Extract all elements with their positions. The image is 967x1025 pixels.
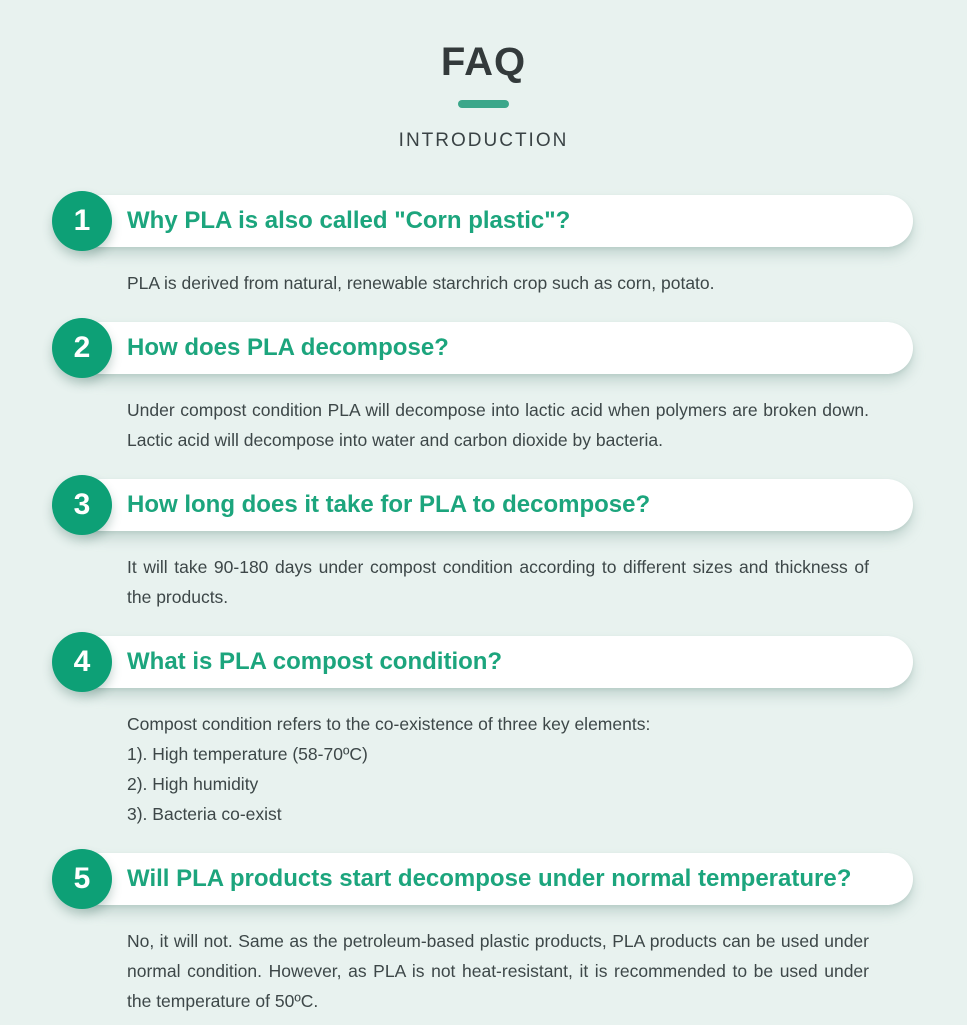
answer-text-3: It will take 90-180 days under compost condition according to different sizes and thickness of the products. bbox=[127, 557, 869, 607]
question-text-3: How long does it take for PLA to decompose? bbox=[127, 491, 651, 518]
faq-list bbox=[0, 195, 967, 1016]
faq-question-pill-2 bbox=[75, 322, 913, 374]
question-number-badge-5: 5 bbox=[52, 849, 112, 909]
faq-question-pill-1 bbox=[75, 195, 913, 247]
question-text-2: How does PLA decompose? bbox=[127, 334, 449, 361]
page-title: FAQ bbox=[440, 40, 527, 84]
question-text-5: Will PLA products start decompose under normal temperature? bbox=[127, 865, 852, 892]
answer-text-2: Under compost condition PLA will decompose into lactic acid when polymers are broken down. Lactic acid will decompose into water and carbon dioxide by bacteria. bbox=[127, 400, 869, 450]
faq-question-pill-5 bbox=[75, 853, 913, 905]
question-number-badge-3: 3 bbox=[52, 475, 112, 535]
header bbox=[0, 40, 967, 152]
faq-question-pill-3 bbox=[75, 479, 913, 531]
question-number-badge-1: 1 bbox=[52, 191, 112, 251]
answer-line: 1). High temperature (58-70ºC) bbox=[127, 744, 368, 764]
page-subtitle: INTRODUCTION bbox=[398, 130, 569, 151]
question-text-1: Why PLA is also called "Corn plastic"? bbox=[127, 207, 571, 234]
title-underline-bar bbox=[458, 100, 509, 108]
answer-text-1: PLA is derived from natural, renewable starchrich crop such as corn, potato. bbox=[127, 273, 715, 293]
question-number-badge-2: 2 bbox=[52, 318, 112, 378]
answer-line: 2). High humidity bbox=[127, 774, 259, 794]
question-text-4: What is PLA compost condition? bbox=[127, 648, 503, 675]
answer-text-4 bbox=[127, 709, 869, 829]
answer-line: Compost condition refers to the co-existence of three key elements: bbox=[127, 714, 651, 734]
question-number-badge-4: 4 bbox=[52, 632, 112, 692]
faq-question-pill-4 bbox=[75, 636, 913, 688]
answer-text-5: No, it will not. Same as the petroleum-based plastic products, PLA products can be used under normal condition. However, as PLA is not heat-resistant, it is recommended to be used under the temperature of 50ºC. bbox=[127, 931, 869, 1011]
answer-line: 3). Bacteria co-exist bbox=[127, 804, 282, 824]
